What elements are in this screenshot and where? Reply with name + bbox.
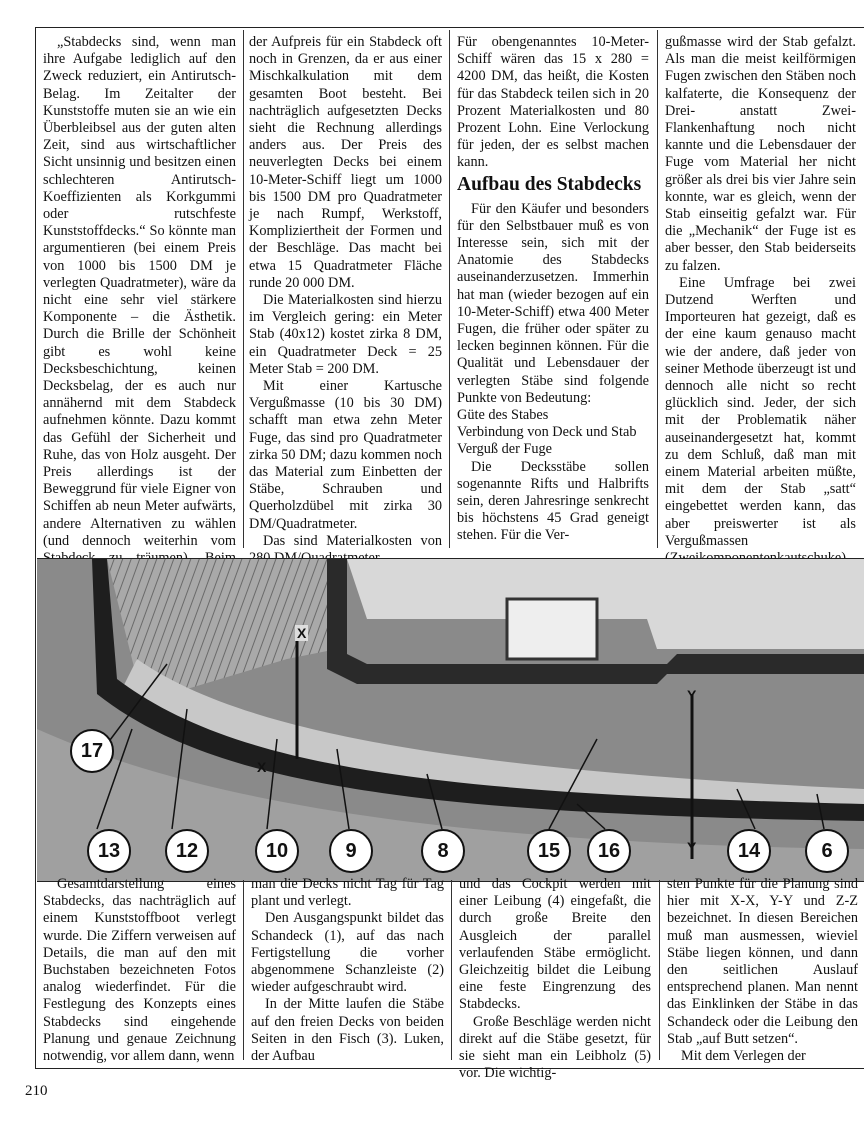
caption-paragraph: In der Mitte laufen die Stäbe auf den freien Decks von beiden Seiten in den Fisch (3). Luken, der Aufbau — [251, 996, 444, 1065]
caption-paragraph: und das Cockpit werden mit einer Leibung (4) eingefaßt, die durch große Breite den Ausgleich der parallel verlaufenden Stäbe ermöglicht. Gleichzeitig bildet die Leibung eine feste Eingrenzung des Stabdecks. — [459, 876, 651, 1013]
caption-column-2 — [251, 876, 444, 1065]
column-3-paragraph: Für den Käufer und besonders für den Selbstbauer muß es von Interesse sein, sich mit der Anatomie des Stabdecks auseinanderzusetzen. Immerhin hat man (wieder bezogen auf ein 10-Meter-Schiff) etwa 400 Meter Fugen, die früher oder später zu lecken beginnen können. Für die Qualität und Lebensdauer der verlegten Stäbe sind folgende Punkte von Bedeutung: — [457, 200, 649, 406]
callout-17: 17 — [70, 729, 114, 773]
column-divider — [657, 30, 658, 548]
column-2-paragraph: der Aufpreis für ein Stabdeck oft noch in Grenzen, da er aus einer Mischkalkulation mit dem gesamten Boot besteht. Bei nachträglich aufgesetzten Decks sieht die Rechnung allerdings anders aus. Der Preis des neuverlegten Decks bei einem 10-Meter-Schiff liegt um 1000 bis 1500 DM pro Quadratmeter je nach Rumpf, Werkstoff, Kompliziertheit der Formen und der Beschläge. Das macht bei etwa 15 Quadratmeter Fläche runde 20 000 DM. — [249, 34, 442, 291]
list-item: Verbindung von Deck und Stab — [457, 424, 637, 441]
column-2-paragraph: Die Materialkosten sind hierzu im Vergleich gering: ein Meter Stab (40x12) kostet zirka 8 DM, ein Quadratmeter Deck = 25 Meter Stab = 200 DM. — [249, 292, 442, 377]
callout-6: 6 — [805, 829, 849, 873]
text-column-3 — [457, 34, 649, 545]
callout-8: 8 — [421, 829, 465, 873]
column-divider — [243, 30, 244, 548]
axis-label-x-bottom: X — [257, 759, 267, 775]
caption-column-1 — [43, 876, 236, 1065]
column-2-paragraph: Mit einer Kartusche Vergußmasse (10 bis 30 DM) schafft man etwa zehn Meter Fuge, das sind pro Quadratmeter zirka 50 DM; dazu kommen noch das Material zum Einbetten der Stäbe, Schrauben und Querholzdübel mit zirka 30 DM/Quadratmeter. — [249, 378, 442, 532]
callout-9: 9 — [329, 829, 373, 873]
section-heading: Aufbau des Stabdecks — [457, 173, 642, 195]
stabdeck-illustration — [37, 558, 864, 882]
hatch — [507, 599, 597, 659]
column-divider — [449, 30, 450, 548]
caption-paragraph: Den Ausgangspunkt bildet das Schandeck (1), auf das nach Fertigstellung die vorher abgenommene Schanzleiste (2) wieder aufgeschraubt wird. — [251, 910, 444, 996]
axis-label-y-bottom: Y — [687, 839, 697, 855]
caption-divider — [659, 880, 660, 1060]
column-1-paragraph: „Stabdecks sind, wenn man ihre Aufgabe lediglich auf den Zweck reduziert, ein Antirutsch-Belag. Im Zeitalter der Kunststoffe muten sie an wie ein Überbleibsel aus der guten alten Zeit, sind aus wirtschaftlicher Sicht unsinnig und besitzen einen schlechteren Antirutsch-Koeffizienten als Korkgummi oder rutschfeste Kunststoffdecks.“ So könnte man argumentieren (bei einem Preis von 1000 bis 1500 DM je verlegten Quadratmeter), wäre da nicht eine sehr viel stärkere Komponente – die Ästhetik. Durch die Brille der Schönheit gibt es wohl keine Decksbeschichtung, keinen Decksbelag, der es auch nur annähernd mit dem Stabdeck aufnehmen könnte. Dazu kommt das Gefühl der Sicherheit und Ruhe, das von Holz ausgeht. Der Preis allerdings ist der Beweggrund für viele Eigner von Schiffen ab neun Meter aufwärts, andere Alternativen zu wählen (und dennoch weiterhin vom — [43, 34, 236, 549]
callout-10: 10 — [255, 829, 299, 873]
caption-paragraph: Mit dem Verlegen der — [681, 1048, 806, 1065]
callout-15: 15 — [527, 829, 571, 873]
axis-label-x-top: X — [297, 625, 307, 641]
caption-column-4 — [667, 876, 858, 1065]
caption-divider — [451, 880, 452, 1060]
callout-16: 16 — [587, 829, 631, 873]
caption-paragraph: sten Punkte für die Planung sind hier mit X-X, Y-Y und Z-Z bezeichnet. In diesen Bereichen muß man ausmessen, wieviel Stäbe liegen können, und dann den seitlichen Auslauf entsprechend planen. Man nennt das Einklinken der Stäbe in das Schandeck oder die Leibung den Stab „auf Butt setzen“. — [667, 876, 858, 1047]
text-column-2 — [249, 34, 442, 567]
caption-paragraph: man die Decks nicht Tag für Tag plant und verlegt. — [251, 876, 444, 910]
axis-label-y-top: Y — [687, 687, 697, 703]
page-number: 210 — [25, 1083, 48, 1099]
caption-divider — [243, 880, 244, 1060]
text-column-1 — [43, 34, 236, 585]
column-3-paragraph: Die Decksstäbe sollen sogenannte Rifts und Halbrifts sein, deren Jahresringe senkrecht bis höchstens 45 Grad geneigt stehen. Für die Ver- — [457, 458, 649, 544]
list-item: Verguß der Fuge — [457, 441, 553, 458]
caption-paragraph: Große Beschläge werden nicht direkt auf die Stäbe gesetzt, für sie sieht man ein Leibholz (5) vor. Die wichtig- — [459, 1013, 651, 1082]
caption-paragraph: Gesamtdarstellung eines Stabdecks, das nachträglich auf einem Kunststoffboot verlegt wurde. Die Ziffern verweisen auf Details, die man auf den mit Buchstaben bezeichneten Fotos analog wiederfindet. Für die Festlegung des Konzepts eines Stabdecks sind eingehende Planung und genaue Zeichnung notwendig, vor allem dann, wenn — [43, 876, 236, 1065]
list-item: Güte des Stabes — [457, 407, 549, 424]
callout-13: 13 — [87, 829, 131, 873]
column-4-paragraph: Eine Umfrage bei zwei Dutzend Werften und Importeuren hat gezeigt, daß es der eine kaum genauso macht wie der andere, daß jeder von seiner Methode überzeugt ist und dennoch alle nicht so recht glücklich sind. Jeder, der sich mit der Problematik näher auseinandergesetzt hat, kommt zu dem Schluß, daß man mit einem Material arbeiten müßte, mit dem der Stab „satt“ eingebettet werden kann, das aber preiswerter ist als Vergußmassen — [665, 274, 856, 549]
column-3-paragraph: Für obengenanntes 10-Meter-Schiff wären das 15 x 280 = 4200 DM, das heißt, die Kosten für das Stabdeck teilen sich in 20 Prozent Materialkosten und 80 Prozent Lohn. Eine Verlockung für jeden, der es selbst machen kann. — [457, 34, 649, 171]
column-2-paragraph: Das sind Materialkosten von — [263, 532, 442, 549]
callout-14: 14 — [727, 829, 771, 873]
callout-12: 12 — [165, 829, 209, 873]
column-4-paragraph: gußmasse wird der Stab gefalzt. Als man die meist keilförmigen Fugen zwischen den Stäben noch kalfaterte, die Konsequenz der Drei- anstatt Zwei-Flankenhaftung noch nicht kannte und die Lebensdauer der Fuge vom Material her nicht größer als drei bis vier Jahre sein konnte, war es gleich, wenn der Stab einseitig gefalzt war. Für die „Mechanik“ der Fuge ist es aber besser, den Stab beiderseits zu falzen. — [665, 34, 856, 274]
text-column-4 — [665, 34, 856, 602]
caption-column-3 — [459, 876, 651, 1082]
